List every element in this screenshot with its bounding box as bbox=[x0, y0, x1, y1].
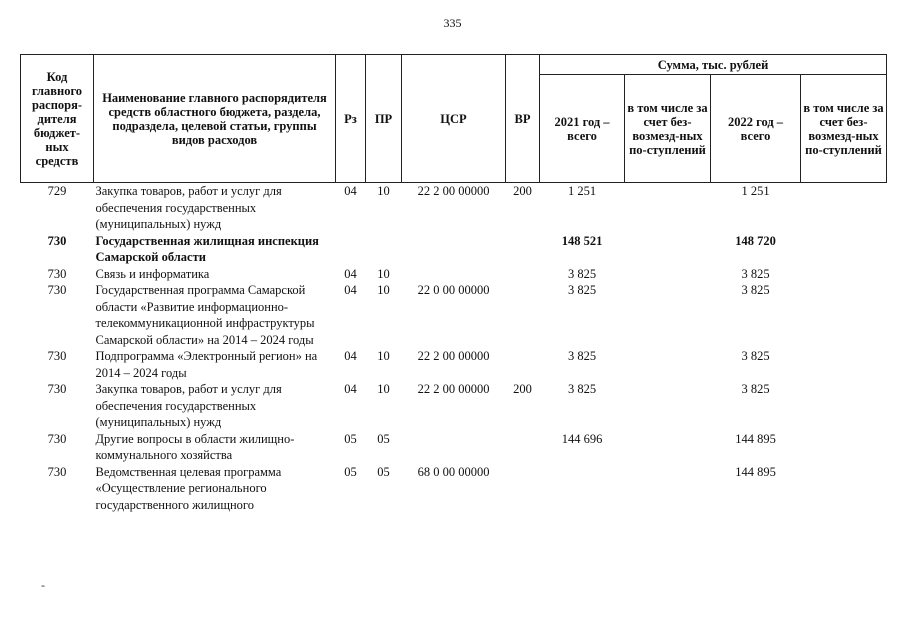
header-csr: ЦСР bbox=[402, 55, 506, 183]
cell-2022-total: 144 895 bbox=[735, 431, 776, 446]
header-rz: Рз bbox=[336, 55, 366, 183]
cell-vr bbox=[506, 464, 540, 514]
cell-rz bbox=[336, 233, 366, 266]
cell-2022-total: 3 825 bbox=[741, 382, 770, 396]
cell-2022-free bbox=[801, 266, 887, 283]
table-row bbox=[21, 266, 887, 283]
cell-rz: 04 bbox=[344, 184, 357, 198]
cell-csr bbox=[402, 266, 506, 283]
page-number: 335 bbox=[443, 16, 462, 30]
table-row bbox=[21, 464, 887, 514]
cell-code: 730 bbox=[47, 283, 67, 297]
cell-pr: 10 bbox=[377, 283, 390, 297]
cell-2021-free bbox=[625, 348, 711, 381]
cell-pr: 05 bbox=[377, 431, 390, 446]
cell-code: 730 bbox=[47, 464, 67, 479]
table-row bbox=[21, 233, 887, 266]
cell-2022-total: 144 895 bbox=[735, 464, 776, 479]
header-pr: ПР bbox=[366, 55, 402, 183]
cell-rz: 04 bbox=[344, 382, 357, 396]
cell-csr: 68 0 00 00000 bbox=[417, 464, 490, 479]
cell-name: Государственная программа Самарской области «Развитие информационно-телекоммуникационной инфраструктуры Самарской области» на 2014 – 2024 годы bbox=[95, 283, 315, 347]
header-name: Наименование главного распорядителя средств областного бюджета, раздела, подраздела, целевой статьи, группы видов расходов bbox=[94, 55, 336, 183]
cell-2022-free bbox=[801, 233, 887, 266]
cell-vr bbox=[506, 431, 540, 464]
table-row bbox=[21, 282, 887, 348]
header-2022-free: в том числе за счет без-возмезд-ных по-ступлений bbox=[801, 75, 887, 183]
cell-2021-total: 3 825 bbox=[567, 283, 597, 297]
cell-2021-free bbox=[625, 183, 711, 233]
table-header bbox=[21, 55, 887, 183]
cell-rz: 04 bbox=[344, 349, 357, 363]
header-2022-total: 2022 год – всего bbox=[711, 75, 801, 183]
cell-rz: 05 bbox=[344, 464, 357, 479]
cell-vr: 200 bbox=[513, 184, 532, 198]
cell-2022-free bbox=[801, 381, 887, 431]
cell-2022-free bbox=[801, 282, 887, 348]
cell-2021-total: 1 251 bbox=[567, 184, 597, 198]
cell-2022-free bbox=[801, 348, 887, 381]
cell-2021-total: 144 696 bbox=[561, 431, 603, 446]
cell-2021-free bbox=[625, 381, 711, 431]
header-sum: Сумма, тыс. рублей bbox=[540, 55, 887, 75]
cell-vr: 200 bbox=[513, 382, 532, 396]
stray-mark: - bbox=[41, 578, 45, 592]
cell-pr: 10 bbox=[377, 184, 390, 198]
cell-2022-free bbox=[801, 464, 887, 514]
cell-csr: 22 2 00 00000 bbox=[417, 382, 490, 396]
cell-csr bbox=[402, 233, 506, 266]
cell-csr: 22 2 00 00000 bbox=[417, 349, 490, 363]
table-body bbox=[21, 183, 887, 514]
header-vr: ВР bbox=[506, 55, 540, 183]
cell-pr: 10 bbox=[377, 266, 390, 281]
table-row bbox=[21, 381, 887, 431]
cell-csr bbox=[402, 431, 506, 464]
cell-2022-free bbox=[801, 431, 887, 464]
header-2021-total: 2021 год – всего bbox=[540, 75, 625, 183]
cell-name: Связь и информатика bbox=[95, 266, 210, 281]
cell-2022-total: 3 825 bbox=[741, 266, 770, 281]
cell-2021-total: 3 825 bbox=[567, 266, 597, 281]
cell-code: 730 bbox=[47, 266, 67, 281]
cell-2021-total: 148 521 bbox=[561, 233, 603, 248]
cell-name: Другие вопросы в области жилищно-коммунального хозяйства bbox=[95, 431, 295, 462]
table-row bbox=[21, 183, 887, 233]
cell-2021-free bbox=[625, 282, 711, 348]
cell-rz: 04 bbox=[344, 283, 357, 297]
cell-code: 730 bbox=[47, 382, 67, 396]
table-row bbox=[21, 431, 887, 464]
cell-vr bbox=[506, 233, 540, 266]
cell-code: 730 bbox=[47, 349, 67, 363]
budget-table bbox=[20, 54, 887, 513]
cell-name: Подпрограмма «Электронный регион» на 2014 – 2024 годы bbox=[95, 349, 318, 380]
cell-pr: 10 bbox=[377, 382, 390, 396]
cell-code: 729 bbox=[47, 184, 67, 198]
cell-pr: 10 bbox=[377, 349, 390, 363]
cell-2022-total: 3 825 bbox=[741, 283, 770, 297]
cell-name: Государственная жилищная инспекция Самарской области bbox=[95, 233, 319, 264]
cell-rz: 05 bbox=[344, 431, 357, 446]
header-code: Код главного распоря-дителя бюджет-ных средств bbox=[21, 55, 94, 183]
cell-2021-free bbox=[625, 431, 711, 464]
cell-2021-total: 3 825 bbox=[567, 382, 597, 396]
cell-pr: 05 bbox=[377, 464, 390, 479]
cell-2021-total: 3 825 bbox=[567, 349, 597, 363]
cell-2022-total: 1 251 bbox=[741, 184, 770, 198]
cell-vr bbox=[506, 282, 540, 348]
table-row bbox=[21, 348, 887, 381]
cell-csr: 22 0 00 00000 bbox=[417, 283, 490, 297]
cell-2021-free bbox=[625, 266, 711, 283]
cell-2022-free bbox=[801, 183, 887, 233]
cell-name: Ведомственная целевая программа «Осуществление регионального государственного жилищного bbox=[95, 464, 282, 512]
cell-code: 730 bbox=[47, 233, 67, 248]
cell-name: Закупка товаров, работ и услуг для обеспечения государственных (муниципальных) нужд bbox=[95, 382, 282, 429]
cell-2022-total: 3 825 bbox=[741, 349, 770, 363]
cell-name: Закупка товаров, работ и услуг для обеспечения государственных (муниципальных) нужд bbox=[95, 184, 282, 231]
cell-pr bbox=[366, 233, 402, 266]
cell-2021-free bbox=[625, 464, 711, 514]
cell-code: 730 bbox=[47, 431, 67, 446]
header-2021-free: в том числе за счет без-возмезд-ных по-ступлений bbox=[625, 75, 711, 183]
cell-2021-total bbox=[540, 464, 625, 514]
cell-2021-free bbox=[625, 233, 711, 266]
cell-2022-total: 148 720 bbox=[735, 233, 776, 248]
cell-vr bbox=[506, 348, 540, 381]
cell-csr: 22 2 00 00000 bbox=[417, 184, 490, 198]
cell-vr bbox=[506, 266, 540, 283]
cell-rz: 04 bbox=[344, 266, 357, 281]
